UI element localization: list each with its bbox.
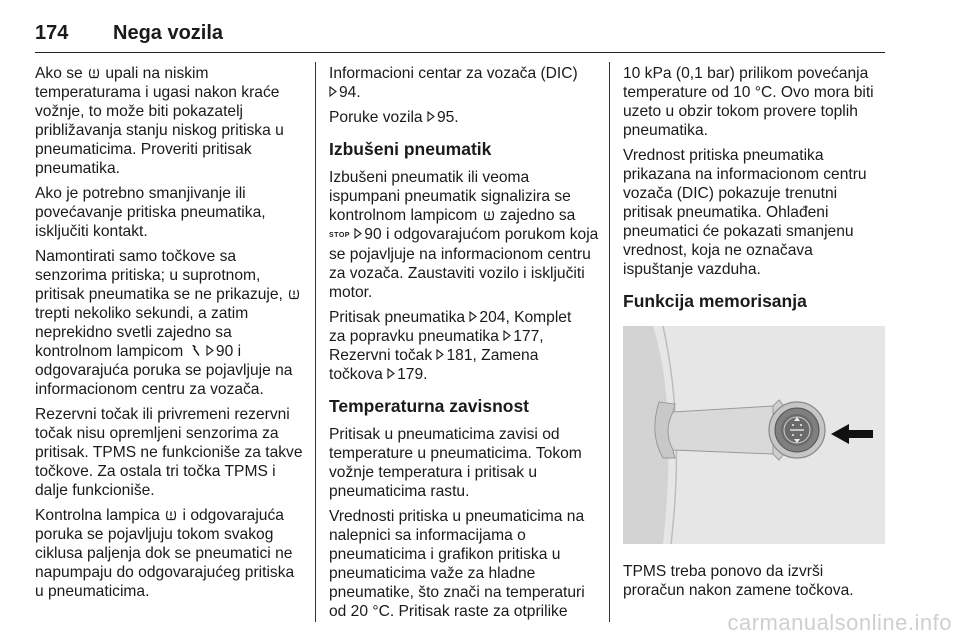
- paragraph-pressure-increase: 10 kPa (0,1 bar) prilikom povećanja temperature od 10 °C. Ovo mora biti uzeto u obzir tokom provere toplih pneumatika.: [623, 65, 874, 139]
- column-3: [623, 64, 885, 606]
- tire-pressure-warning-icon: [88, 66, 100, 80]
- paragraph-dic-value: Vrednost pritiska pneumatika prikazana na informacionom centru vozača (DIC) pokazuje trenutni pritisak pneumatika. Ohlađeni pneumatici će pokazati smanjenu vrednost, koja ne označava ispuštanje vazduha.: [623, 147, 867, 278]
- page-reference-triangle-icon[interactable]: [469, 311, 477, 322]
- page-header: [35, 14, 885, 50]
- stop-text-icon: STOP: [329, 232, 350, 239]
- heading-flat-tire: Izbušeni pneumatik: [329, 139, 492, 159]
- paragraph-vehicle-messages: Poruke vozila 95.: [329, 109, 459, 126]
- column-2: [329, 64, 599, 627]
- page-reference-triangle-icon[interactable]: [436, 349, 444, 360]
- paragraph-temperature: Pritisak u pneumaticima zavisi od temperature u pneumaticima. Tokom vožnje temperatura i pritisak u pneumaticima rastu.: [329, 426, 582, 500]
- tire-pressure-warning-icon: [165, 508, 177, 522]
- paragraph-ignition-cycle: Kontrolna lampica i odgovarajuća poruka se pojavljuju tokom svakog ciklusa paljenja dok se pneumatici ne napumpaju do odgovarajućeg pritiska u pneumaticima.: [35, 507, 295, 600]
- tire-pressure-warning-icon: [483, 208, 495, 222]
- column-divider-1: [315, 62, 316, 622]
- page-reference-triangle-icon[interactable]: [427, 111, 435, 122]
- tire-pressure-warning-icon: [288, 287, 300, 301]
- page-number: 174: [35, 22, 69, 44]
- heading-temperature: Temperaturna zavisnost: [329, 396, 530, 416]
- heading-memory-function: Funkcija memorisanja: [623, 291, 807, 311]
- paragraph-tire-refs: Pritisak pneumatika 204, Komplet za popravku pneumatika 177, Rezervni točak 181, Zamena točkova 179.: [329, 309, 572, 383]
- watermark: carmanualsonline.info: [727, 610, 952, 635]
- wrench-service-icon: [189, 344, 201, 358]
- paragraph-ignition: Ako je potrebno smanjivanje ili povećavanje pritiska pneumatika, isključiti kontakt.: [35, 185, 266, 240]
- page-reference-triangle-icon[interactable]: [329, 86, 337, 97]
- paragraph-flat-tire: Izbušeni pneumatik ili veoma ispumpani pneumatik signalizira se kontrolnom lampicom zajedno sa STOP 90 i odgovarajućom porukom koja se pojavljuje na informacionom centru za vozača. Zaustaviti vozilo i isključiti motor.: [329, 169, 599, 301]
- paragraph-recalculate: TPMS treba ponovo da izvrši proračun nakon zamene točkova.: [623, 563, 854, 599]
- page-reference-triangle-icon[interactable]: [206, 345, 214, 356]
- paragraph-mount-wheels: Namontirati samo točkove sa senzorima pritiska; u suprotnom, pritisak pneumatika se ne prikazuje, trepti nekoliko sekundi, a zatim neprekidno svetli zajedno sa kontrolnom lampicom 90 i odgovarajuća poruka se pojavljuje na informacionom centru za vozača.: [35, 247, 303, 399]
- chapter-title: Nega vozila: [113, 22, 224, 44]
- page-reference-triangle-icon[interactable]: [354, 228, 362, 239]
- column-1: [35, 64, 303, 607]
- header-rule: [35, 52, 885, 53]
- column-divider-2: [609, 62, 610, 622]
- paragraph-dic-ref: Informacioni centar za vozača (DIC) 94.: [329, 65, 578, 101]
- paragraph-low-temp: Ako se upali na niskim temperaturama i ugasi nakon kraće vožnje, to može biti pokazatelj približavanja stanju niskog pritiska u pneumaticima. Proveriti pritisak pneumatika.: [35, 65, 284, 177]
- paragraph-pressure-label: Vrednosti pritiska u pneumaticima na nalepnici sa informacijama o pneumaticima i grafikon pritiska u pneumaticima važe za hladne pneumatike, što znači na temperaturi od 20 °C. Pritisak raste za otprilike: [329, 508, 585, 620]
- turn-signal-lever-illustration: [623, 326, 885, 544]
- page-reference-triangle-icon[interactable]: [503, 330, 511, 341]
- page-reference-triangle-icon[interactable]: [387, 368, 395, 379]
- paragraph-spare-wheel: Rezervni točak ili privremeni rezervni točak nisu opremljeni senzorima za pritisak. TPMS ne funkcioniše za takve točkove. Za ostala tri točka TPMS i dalje funkcioniše.: [35, 406, 303, 499]
